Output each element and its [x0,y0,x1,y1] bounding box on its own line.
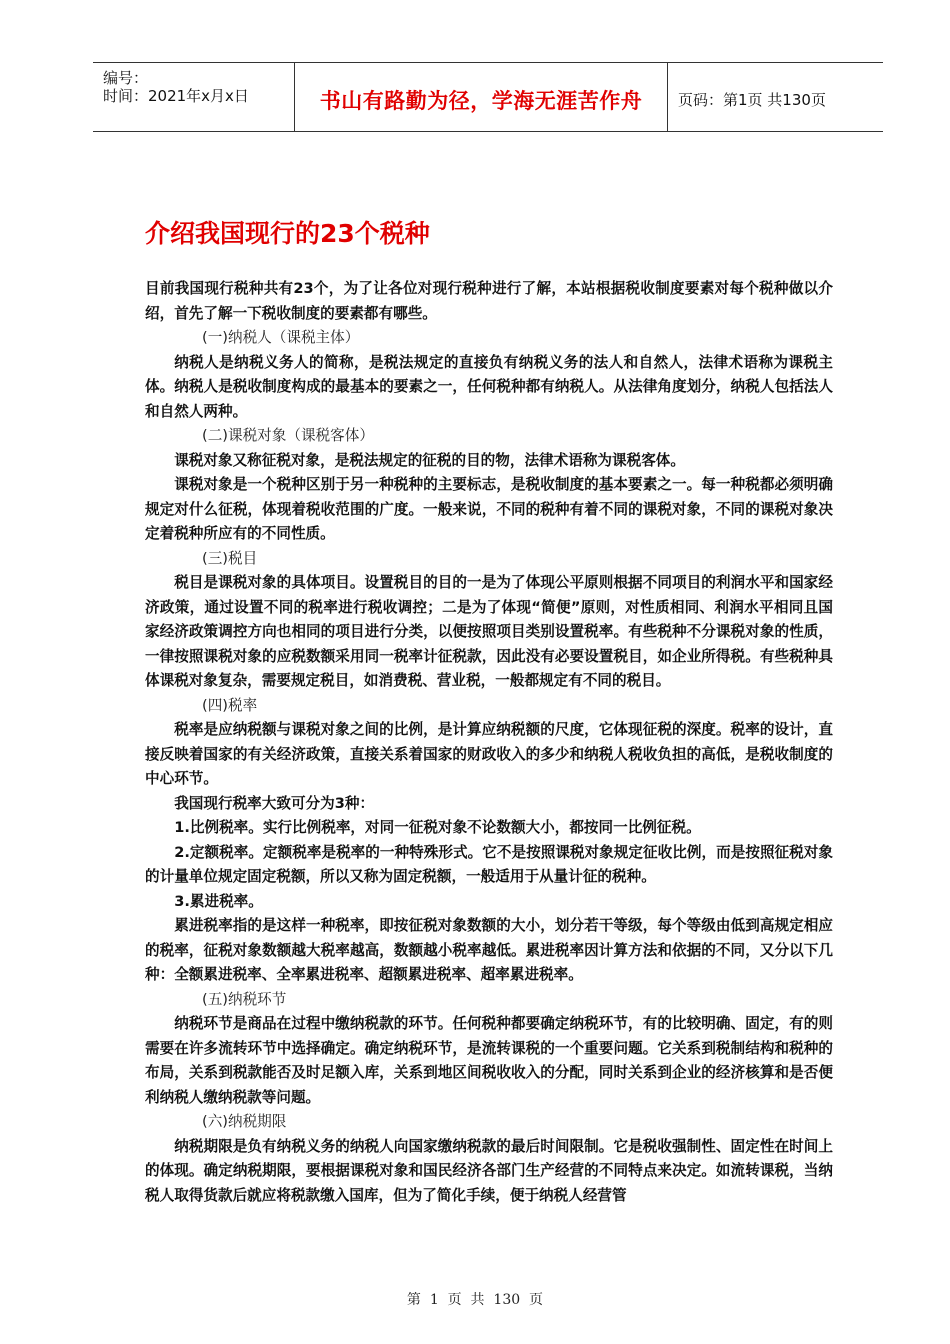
section-heading: (二)课税对象（课税客体） [202,427,374,444]
body-paragraph: 课税对象是一个税种区别于另一种税种的主要标志，是税收制度的基本要素之一。每一种税都必须明确规定对什么征税，体现着税收范围的广度。一般来说，不同的税种有着不同的课税对象，不同的课税对象决定着税种所应有的不同性质。 [145,476,833,542]
body-paragraph: 2.定额税率。定额税率是税率的一种特殊形式。它不是按照课税对象规定征收比例，而是按照征税对象的计量单位规定固定税额，所以又称为固定税额，一般适用于从量计征的税种。 [145,843,833,885]
document-body [145,277,833,1208]
page-header [93,62,883,132]
body-paragraph: 纳税人是纳税义务人的简称，是税法规定的直接负有纳税义务的法人和自然人，法律术语称为课税主体。纳税人是税收制度构成的最基本的要素之一，任何税种都有纳税人。从法律角度划分，纳税人包括法人和自然人两种。 [145,353,833,420]
intro-paragraph: 目前我国现行税种共有23个，为了让各位对现行税种进行了解，本站根据税收制度要素对每个税种做以介绍，首先了解一下税收制度的要素都有哪些。 [145,280,833,322]
section-heading: (六)纳税期限 [202,1113,287,1130]
document-number-label: 编号： [103,69,149,87]
header-motto-cell [295,63,668,131]
section-heading: (三)税目 [202,549,258,567]
body-paragraph: 1.比例税率。实行比例税率，对同一征税对象不论数额大小，都按同一比例征税。 [174,819,701,836]
section-heading: (五)纳税环节 [202,990,287,1008]
section-heading: (一)纳税人（课税主体） [202,329,360,346]
body-paragraph: 纳税期限是负有纳税义务的纳税人向国家缴纳税款的最后时间限制。它是税收强制性、固定性在时间上的体现。确定纳税期限，要根据课税对象和国民经济各部门生产经营的不同特点来决定。如流转课税，当纳税人取得货款后就应将税款缴入国库，但为了简化手续，便于纳税人经营管 [145,1137,833,1204]
body-paragraph: 税率是应纳税额与课税对象之间的比例，是计算应纳税额的尺度，它体现征税的深度。税率的设计，直接反映着国家的有关经济政策，直接关系着国家的财政收入的多少和纳税人税收负担的高低，是税收制度的中心环节。 [145,721,833,787]
header-motto: 书山有路勤为径，学海无涯苦作舟 [319,89,643,113]
document-time-label: 时间：2021年x月x日 [103,87,249,105]
page-footer: 第 1 页 共 130 页 [406,1292,544,1308]
body-paragraph: 税目是课税对象的具体项目。设置税目的目的一是为了体现公平原则根据不同项目的利润水平和国家经济政策，通过设置不同的税率进行税收调控；二是为了体现“简便”原则，对性质相同、利润水平相同且国家经济政策调控方向也相同的项目进行分类，以便按照项目类别设置税率。有些税种不分课税对象的性质，一律按照课税对象的应税数额采用同一税率计征税款，因此没有必要设置税目，如企业所得税。有些税种具体课税对象复杂，需要规定税目，如消费税、营业税，一般都规定有不同的税目。 [145,574,833,689]
section-heading: (四)税率 [202,696,258,714]
body-paragraph: 纳税环节是商品在过程中缴纳税款的环节。任何税种都要确定纳税环节，有的比较明确、固定，有的则需要在许多流转环节中选择确定。确定纳税环节，是流转课税的一个重要问题。它关系到税制结构和税种的布局，关系到税款能否及时足额入库，关系到地区间税收收入的分配，同时关系到企业的经济核算和是否便利纳税人缴纳税款等问题。 [145,1015,833,1106]
body-paragraph: 累进税率指的是这样一种税率，即按征税对象数额的大小，划分若干等级，每个等级由低到高规定相应的税率，征税对象数额越大税率越高，数额越小税率越低。累进税率因计算方法和依据的不同，又分以下几种：全额累进税率、全率累进税率、超额累进税率、超率累进税率。 [145,917,833,983]
document-title: 介绍我国现行的23个税种 [145,219,430,248]
header-info-cell [93,63,295,131]
body-paragraph: 课税对象又称征税对象，是税法规定的征税的目的物，法律术语称为课税客体。 [174,451,685,469]
header-page-cell [668,63,883,131]
body-paragraph: 3.累进税率。 [174,892,263,910]
header-page-number: 页码：第1页 共130页 [678,91,826,109]
body-paragraph: 我国现行税率大致可分为3种： [174,794,375,812]
